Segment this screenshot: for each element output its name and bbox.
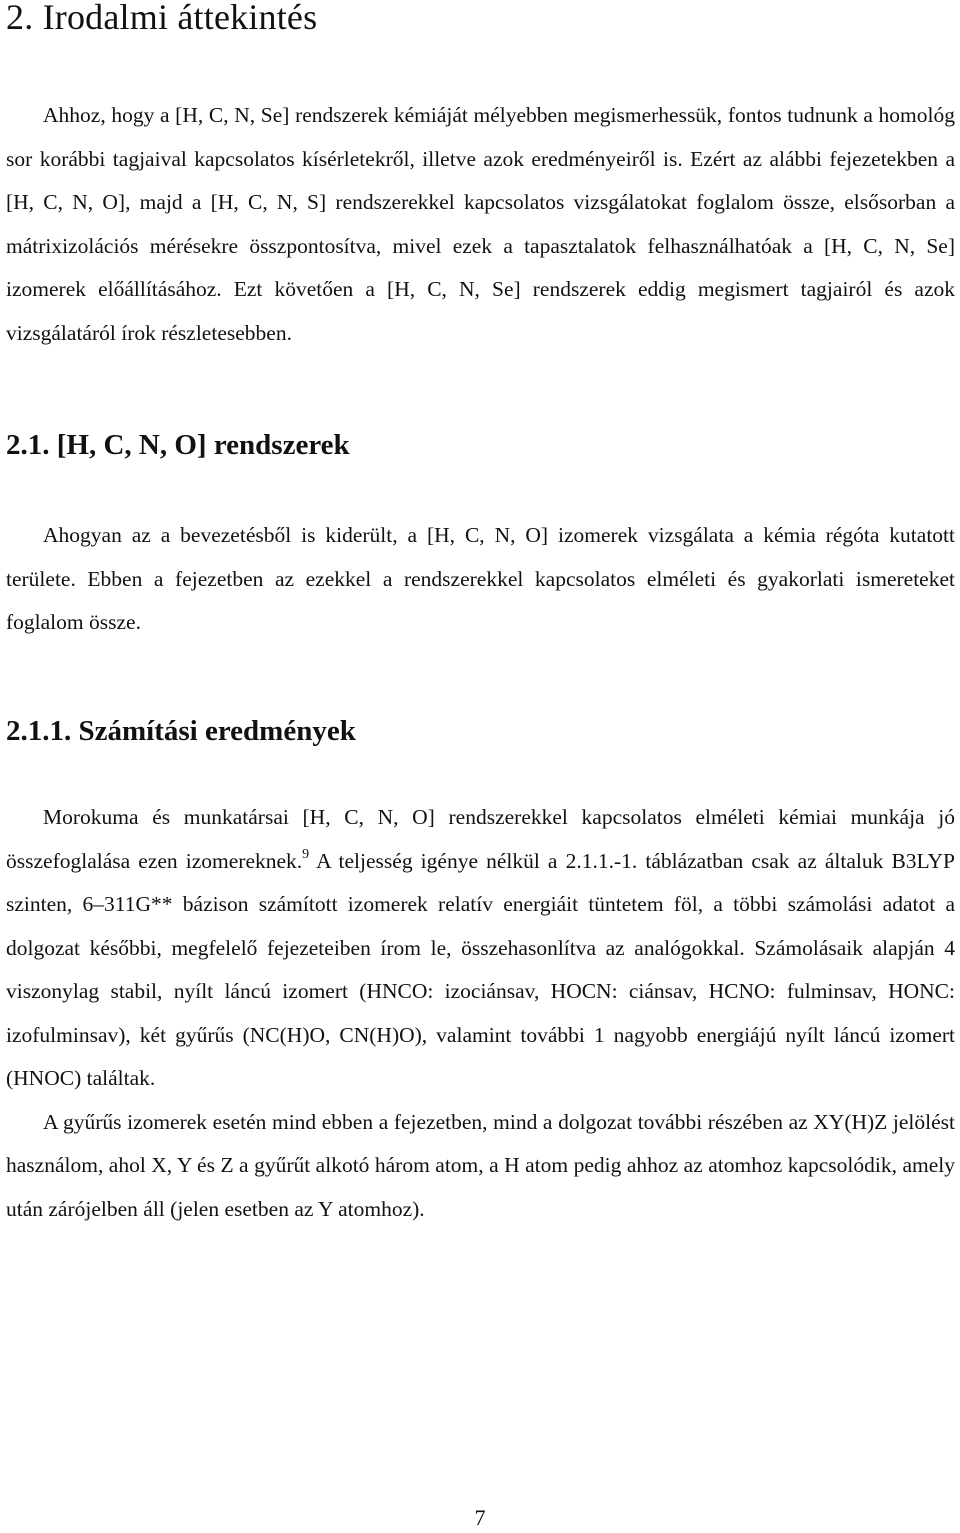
section-2-1-paragraph: Ahogyan az a bevezetésből is kiderült, a [H, C, N, O] izomerek vizsgálata a kémia régóta kutatott területe. Ebben a fejezetben az ezekkel a rendszerekkel kapcsolatos elméleti és gyakorlati ismereteket foglalom össze. <box>6 523 955 634</box>
paragraph-1-text-end: A teljesség igénye nélkül a 2.1.1.-1. táblázatban csak az általuk B3LYP szinten, 6–311G** bázison számított izomerek relatív energiáit tüntetem föl, a többi számolási adatot a dolgozat későbbi, megfelelő fejezeteiben írom le, összehasonlítva az analógokkal. Számolásaik alapján 4 viszonylag stabil, nyílt láncú izomert (HNCO: izociánsav, HOCN: ciánsav, HCNO: fulminsav, HONC: izofulminsav), két gyűrűs (NC(H)O, CN(H)O), valamint további 1 nagyobb energiájú nyílt láncú izomert (HNOC) találtak. <box>6 848 956 1090</box>
section-2-1-1-text-block <box>6 796 955 1231</box>
section-heading-2-1: 2.1. [H, C, N, O] rendszerek <box>6 429 350 461</box>
chapter-title: 2. Irodalmi áttekintés <box>6 0 318 37</box>
intro-text-block <box>6 94 955 355</box>
section-2-1-1-paragraph-1 <box>6 796 955 1101</box>
section-heading-2-1-1: 2.1.1. Számítási eredmények <box>6 715 356 747</box>
section-2-1-text-block <box>6 514 955 645</box>
section-2-1-1-paragraph-2: A gyűrűs izomerek esetén mind ebben a fejezetben, mind a dolgozat további részében az XY(H)Z jelölést használom, ahol X, Y és Z a gyűrűt alkotó három atom, a H atom pedig ahhoz az atomhoz kapcsolódik, amely után zárójelben áll (jelen esetben az Y atomhoz). <box>6 1109 955 1221</box>
paragraph-1-text-start: Morokuma és munkatársai [H, C, N, O] rendszerekkel kapcsolatos elméleti kémiai munkája jó összefoglalása ezen izomereknek. <box>6 805 955 873</box>
page-number: 7 <box>474 1505 486 1530</box>
reference-superscript: 9 <box>302 846 310 862</box>
intro-paragraph: Ahhoz, hogy a [H, C, N, Se] rendszerek kémiáját mélyebben megismerhessük, fontos tudnunk a homológ sor korábbi tagjaival kapcsolatos kísérletekről, illetve azok eredményeiről is. Ezért az alábbi fejezetekben a [H, C, N, O], majd a [H, C, N, S] rendszerekkel kapcsolatos vizsgálatokat foglalom össze, elsősorban a mátrixizolációs mérésekre összpontosítva, mivel ezek a tapasztalatok felhasználhatóak a [H, C, N, Se] izomerek előállításához. Ezt követően a [H, C, N, Se] rendszerek eddig megismert tagjairól és azok vizsgálatáról írok részletesebben. <box>6 103 955 345</box>
